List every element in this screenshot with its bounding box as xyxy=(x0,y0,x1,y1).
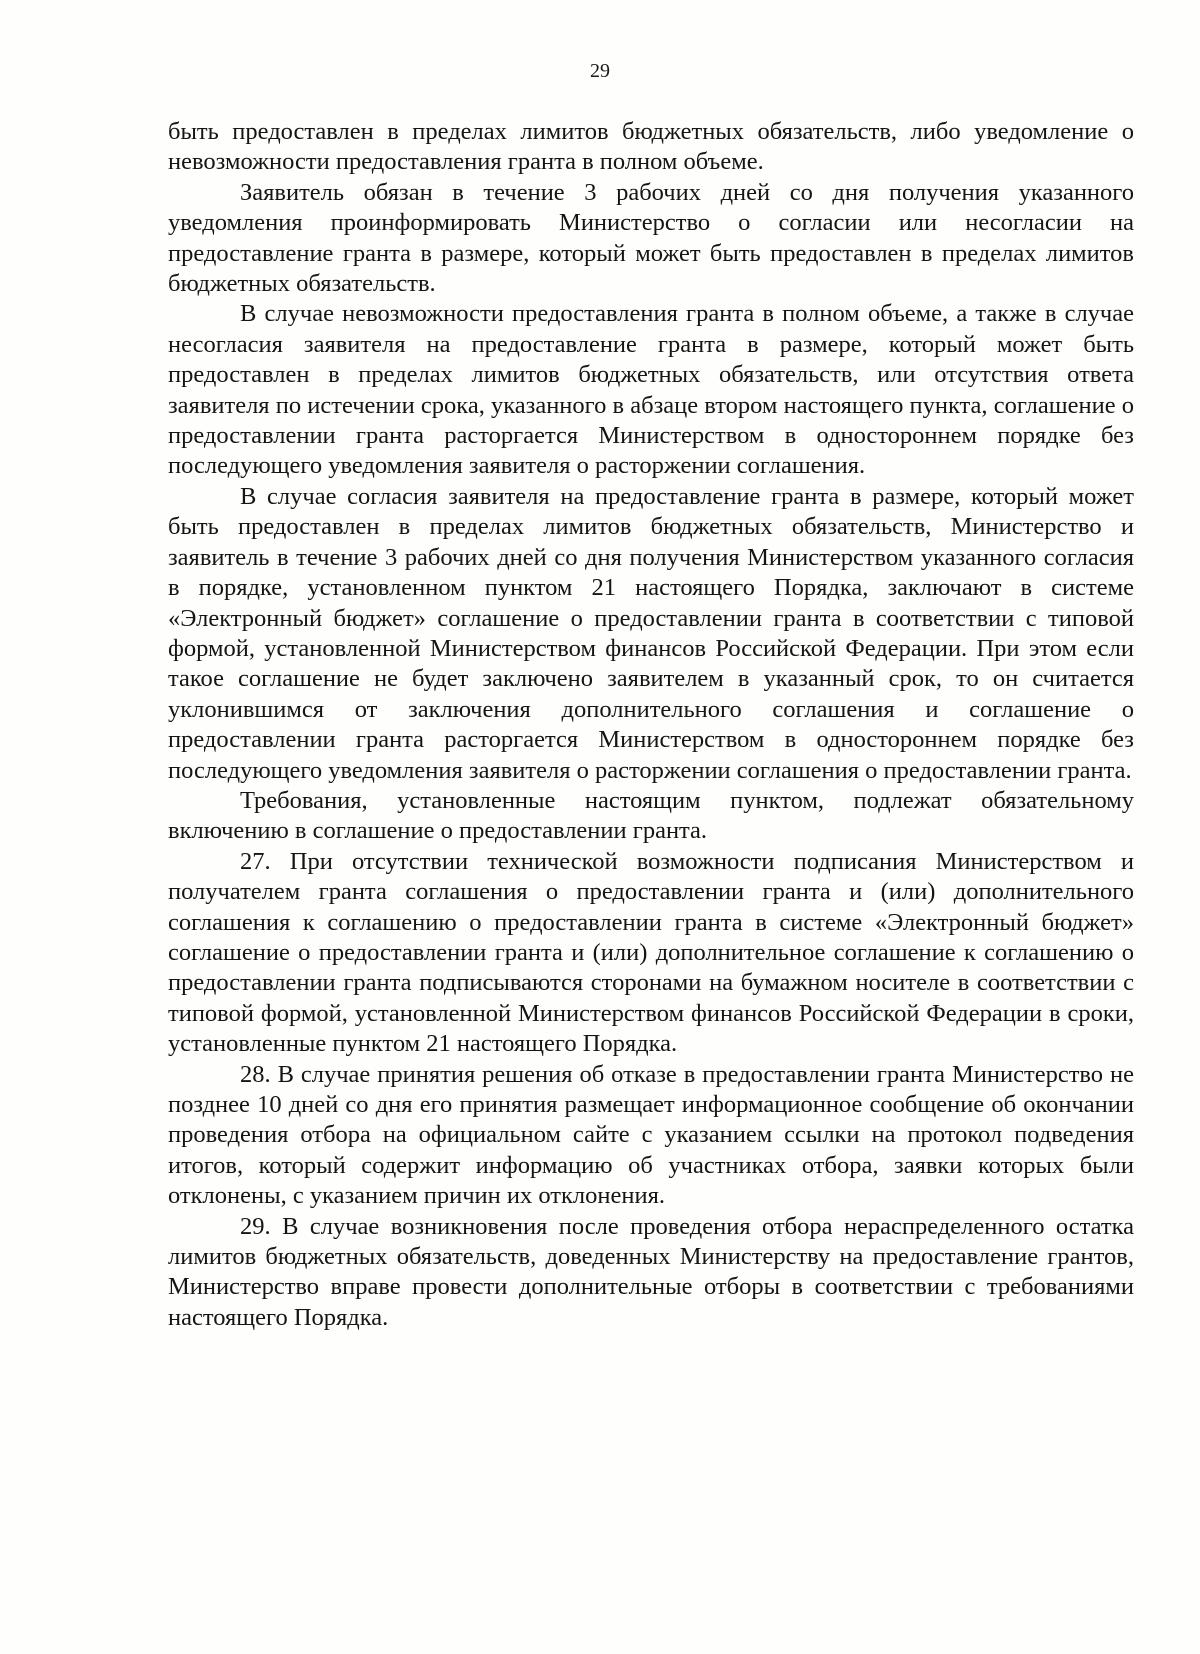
paragraph-termination: В случае невозможности предоставления гранта в полном объеме, а также в случае несогласия заявителя на предоставление гранта в размере, который может быть предоставлен в пределах лимитов бюджетных обязательств, или отсутствия ответа заявителя по истечении срока, указанного в абзаце втором настоящего пункта, соглашение о предоставлении гранта расторгается Министерством в одностороннем порядке без последующего уведомления заявителя о расторжении соглашения. xyxy=(168,300,1134,480)
document-body xyxy=(168,117,1134,1333)
paragraph-clause-27: 27. При отсутствии технической возможности подписания Министерством и получателем гранта соглашения о предоставлении гранта и (или) дополнительного соглашения к соглашению о предоставлении гранта в системе «Электронный бюджет» соглашение о предоставлении гранта и (или) дополнительное соглашение к соглашению о предоставлении гранта подписываются сторонами на бумажном носителе в соответствии с типовой формой, установленной Министерством финансов Российской Федерации в сроки, установленные пунктом 21 настоящего Порядка. xyxy=(168,847,1134,1058)
page-number: 29 xyxy=(590,60,610,82)
paragraph-requirements: Требования, установленные настоящим пунктом, подлежат обязательному включению в соглашение о предоставлении гранта. xyxy=(168,786,1134,845)
paragraph-applicant-obligation: Заявитель обязан в течение 3 рабочих дней со дня получения указанного уведомления проинформировать Министерство о согласии или несогласии на предоставление гранта в размере, который может быть предоставлен в пределах лимитов бюджетных обязательств. xyxy=(168,178,1134,298)
paragraph-clause-28: 28. В случае принятия решения об отказе в предоставлении гранта Министерство не позднее 10 дней со дня его принятия размещает информационное сообщение об окончании проведения отбора на официальном сайте с указанием ссылки на протокол подведения итогов, который содержит информацию об участниках отбора, заявки которых были отклонены, с указанием причин их отклонения. xyxy=(168,1060,1134,1210)
paragraph-continuation: быть предоставлен в пределах лимитов бюджетных обязательств, либо уведомление о невозможности предоставления гранта в полном объеме. xyxy=(168,118,1134,176)
paragraph-clause-29: 29. В случае возникновения после проведения отбора нераспределенного остатка лимитов бюджетных обязательств, доведенных Министерству на предоставление грантов, Министерство вправе провести дополнительные отборы в соответствии с требованиями настоящего Порядка. xyxy=(168,1212,1134,1331)
paragraph-consent-case: В случае согласия заявителя на предоставление гранта в размере, который может быть предоставлен в пределах лимитов бюджетных обязательств, Министерство и заявитель в течение 3 рабочих дней со дня получения Министерством указанного согласия в порядке, установленном пунктом 21 настоящего Порядка, заключают в системе «Электронный бюджет» соглашение о предоставлении гранта в соответствии с типовой формой, установленной Министерством финансов Российской Федерации. При этом если такое соглашение не будет заключено заявителем в указанный срок, то он считается уклонившимся от заключения дополнительного соглашения и соглашение о предоставлении гранта расторгается Министерством в одностороннем порядке без последующего уведомления заявителя о расторжении соглашения о предоставлении гранта. xyxy=(168,482,1134,784)
